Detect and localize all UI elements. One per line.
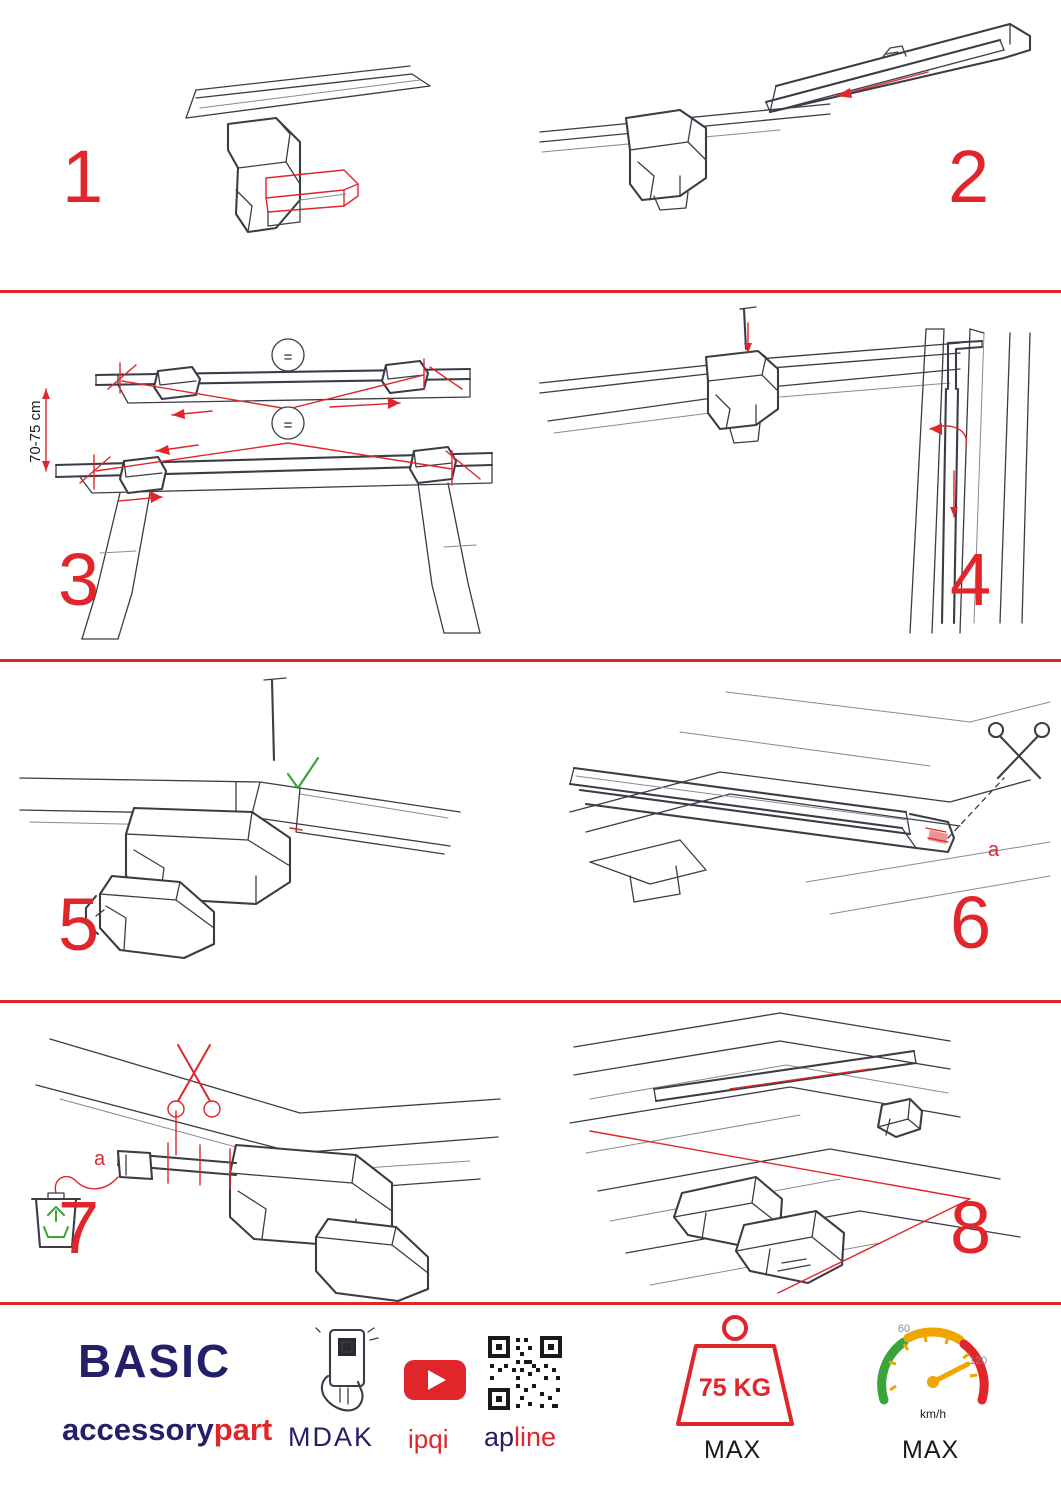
scissors-icon <box>989 723 1049 778</box>
partner-name-ipqi: ipqi <box>408 1424 449 1454</box>
weight-max-label: MAX <box>704 1436 762 1464</box>
step-3-panel <box>0 293 530 659</box>
brand-name-part2: part <box>213 1412 273 1447</box>
step-4-panel <box>530 293 1061 659</box>
speed-unit: km/h <box>919 1407 947 1421</box>
step-4-number: 4 <box>950 538 992 621</box>
partner-name-apline-accent: line <box>514 1422 557 1452</box>
equal-symbol-top: = <box>283 349 293 366</box>
partner-name-mdak: MDAK <box>288 1422 375 1452</box>
speedometer-icon <box>868 1312 998 1434</box>
step-2-number: 2 <box>948 135 990 218</box>
weight-icon <box>672 1312 798 1434</box>
step-3-number: 3 <box>58 538 100 621</box>
speed-tick-120: 120 <box>968 1355 988 1367</box>
divider-row-4 <box>0 1302 1061 1305</box>
speed-tick-60: 60 <box>897 1323 911 1335</box>
step-1-number: 1 <box>62 135 104 218</box>
weight-value: 75 KG <box>698 1374 772 1402</box>
step-6-panel <box>530 662 1061 1000</box>
footer <box>0 1306 1061 1500</box>
cut-label-a-7: a <box>94 1148 106 1170</box>
partner-name-apline: apline <box>484 1422 557 1452</box>
qr-code-icon <box>486 1334 564 1412</box>
step-5-panel <box>0 662 530 1000</box>
step-7-number: 7 <box>58 1186 100 1269</box>
step-6-number: 6 <box>950 881 992 964</box>
distance-label: 70-75 cm <box>27 400 44 463</box>
step-2-panel <box>530 0 1061 290</box>
equal-symbol-bottom: = <box>283 417 293 434</box>
step-1-panel <box>0 0 530 290</box>
step-8-panel <box>530 1003 1061 1302</box>
step-8-number: 8 <box>950 1186 992 1269</box>
brand-title: BASIC <box>78 1335 232 1387</box>
youtube-icon[interactable] <box>402 1354 468 1406</box>
brand-name-part1: accessory <box>62 1412 214 1447</box>
brand-name <box>62 1412 272 1448</box>
speed-max-label: MAX <box>902 1436 960 1464</box>
cut-label-a: a <box>988 839 1000 861</box>
step-7-panel <box>0 1003 530 1302</box>
qr-scan-hand-icon <box>312 1326 384 1416</box>
step-5-number: 5 <box>58 883 100 966</box>
